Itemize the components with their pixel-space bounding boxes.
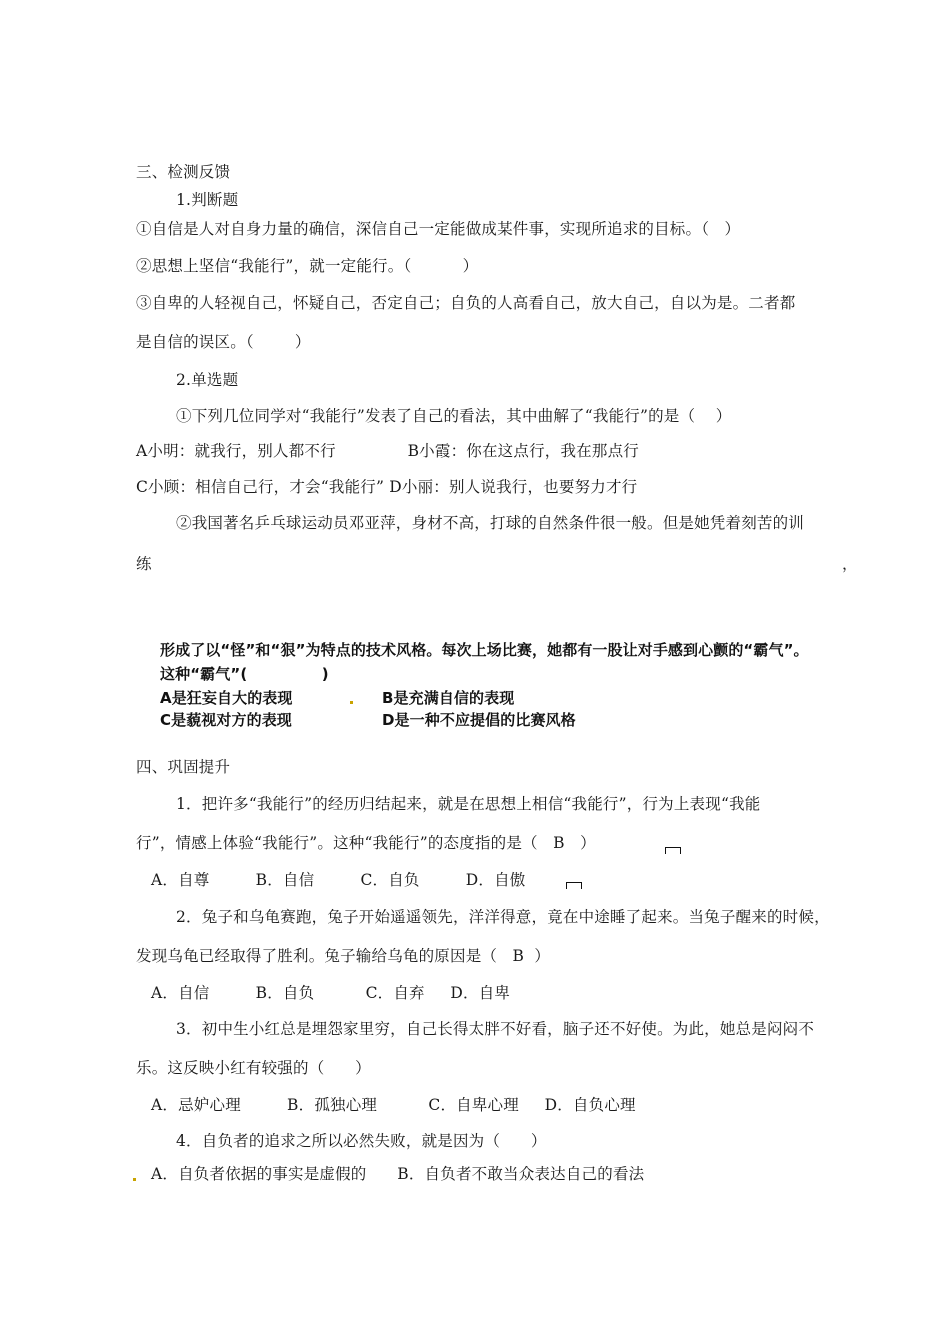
judge-q3-line2: 是自信的误区。（ ） (136, 333, 311, 351)
judge-q3-line1: ③自卑的人轻视自己，怀疑自己，否定自己；自负的人高看自己，放大自己，自以为是。二者都 (136, 294, 796, 312)
single-q2-line2: 练 (136, 555, 152, 573)
single-q2-line1: ②我国著名乒乓球运动员邓亚萍，身材不高，打球的自然条件很一般。但是她凭着刻苦的训 (176, 514, 805, 532)
s4-q2-line1: 2．兔子和乌龟赛跑，兔子开始遥遥领先，洋洋得意，竟在中途睡了起来。当兔子醒来的时候， (176, 908, 830, 926)
scan-option-d: D是一种不应提倡的比赛风格 (382, 711, 576, 729)
s4-q3-line2: 乐。这反映小红有较强的（ ） (136, 1059, 371, 1077)
scan-option-c: C是藐视对方的表现 (160, 711, 292, 729)
section-4-heading: 四、巩固提升 (136, 758, 231, 776)
s4-q4-options: A．自负者依据的事实是虚假的 B．自负者不敢当众表达自己的看法 (151, 1165, 645, 1183)
single-q1-options-cd: C小顾：相信自己行，才会“我能行” D小丽：别人说我行，也要努力才行 (136, 478, 638, 496)
s4-q1-options: A．自尊 B．自信 C．自负 D．自傲 (151, 871, 526, 889)
single-q1-options-ab: A小明：就我行，别人都不行 B小霞：你在这点行，我在那点行 (136, 442, 639, 460)
single-q1: ①下列几位同学对“我能行”发表了自己的看法，其中曲解了“我能行”的是（ ） (176, 407, 732, 425)
judge-q2: ②思想上坚信“我能行”，就一定能行。（ ） (136, 257, 479, 275)
s4-q3-line1: 3．初中生小红总是埋怨家里穷，自己长得太胖不好看，脑子还不好使。为此，她总是闷闷不 (176, 1020, 815, 1038)
judge-q1: ①自信是人对自身力量的确信，深信自己一定能做成某件事，实现所追求的目标。（ ） (136, 220, 741, 238)
scan-option-a: A是狂妄自大的表现 (160, 689, 293, 707)
section-3-heading: 三、检测反馈 (136, 163, 231, 181)
speck (350, 701, 353, 704)
s4-q2-line2: 发现乌龟已经取得了胜利。兔子输给乌龟的原因是（ B ） (136, 947, 551, 965)
bracket-mark (665, 847, 681, 854)
s4-q1-line2: 行”，情感上体验“我能行”。这种“我能行”的态度指的是（ B ） (136, 834, 596, 852)
judge-title: 1.判断题 (176, 191, 239, 209)
scan-q2-stem: 形成了以“怪”和“狠”为特点的技术风格。每次上场比赛，她都有一股让对手感到心颤的“霸气”。 (160, 641, 809, 659)
s4-q1-line1: 1．把许多“我能行”的经历归结起来，就是在思想上相信“我能行”，行为上表现“我能 (176, 795, 761, 813)
speck (133, 1178, 136, 1181)
s4-q2-options: A．自信 B．自负 C．自弃 D．自卑 (151, 984, 511, 1002)
s4-q4: 4．自负者的追求之所以必然失败，就是因为（ ） (176, 1132, 547, 1150)
s4-q3-options: A．忌妒心理 B．孤独心理 C．自卑心理 D．自负心理 (151, 1096, 636, 1114)
bracket-mark (566, 882, 582, 889)
scan-option-b: B是充满自信的表现 (382, 689, 515, 707)
single-title: 2.单选题 (176, 371, 239, 389)
scan-q2-prompt: 这种“霸气”( ) (160, 665, 329, 683)
single-q2-comma: ， (842, 555, 858, 573)
